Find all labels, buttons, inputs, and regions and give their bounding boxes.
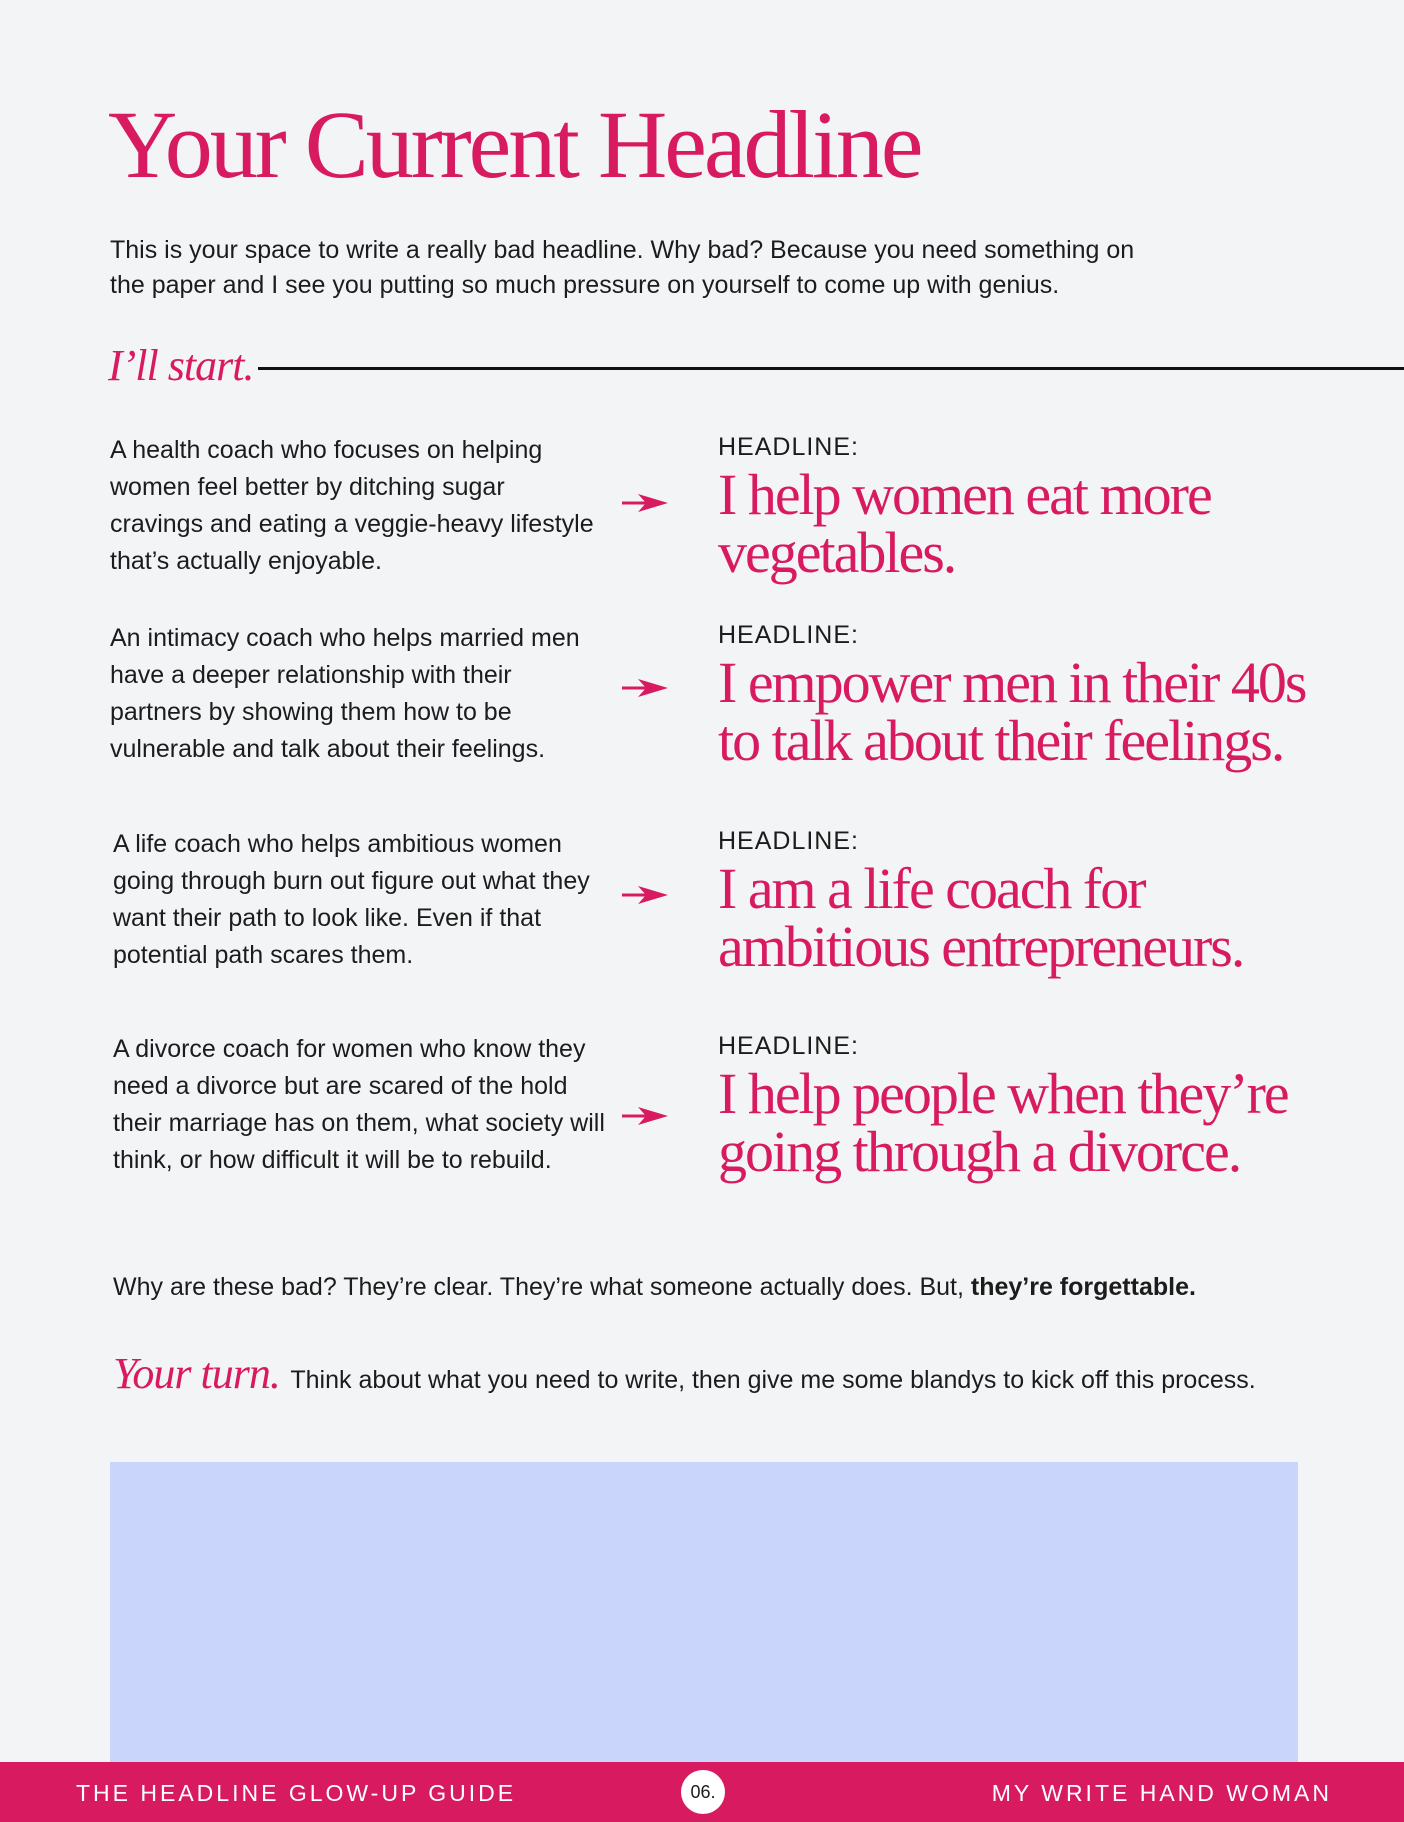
intro-text: This is your space to write a really bad headline. Why bad? Because you need something on the paper and I see you putting so much pressure on yourself to come up with genius. [110,236,1135,299]
arrow-right-icon [620,492,670,514]
divider-line [258,367,1404,370]
headline-text: I help people when they’re going through a divorce. [718,1061,1288,1184]
example-description: A divorce coach for women who know they need a divorce but are scared of the hold their marriage has on them, what society will think, or how difficult it will be to rebuild. [113,1035,605,1174]
your-turn-label: Your turn. [113,1349,280,1398]
headline-block [718,1031,1338,1184]
why-bad-regular: Why are these bad? They’re clear. They’re what someone actually does. But, [113,1273,971,1301]
why-bad-text [113,1273,1196,1302]
headline-label: HEADLINE: [718,433,859,461]
headline-block [718,432,1338,585]
footer [0,1762,1404,1822]
example-description: A health coach who focuses on helping women feel better by ditching sugar cravings and eating a veggie-heavy lifestyle that’s actually enjoyable. [110,436,594,575]
page-number: 06. [681,1770,725,1814]
headline-label: HEADLINE: [718,1032,859,1060]
arrow-right-icon [620,1105,670,1127]
why-bad-bold: they’re forgettable. [970,1273,1196,1301]
arrow-right-icon [620,677,670,699]
footer-brand: MY WRITE HAND WOMAN [991,1780,1332,1806]
example-description: An intimacy coach who helps married men have a deeper relationship with their partners by showing them how to be vulnerable and talk about their feelings. [110,624,580,763]
headline-block [718,620,1338,773]
headline-text: I am a life coach for ambitious entrepreneurs. [718,856,1244,979]
arrow-right-icon [620,884,670,906]
your-turn-text: Think about what you need to write, then give me some blandys to kick off this process. [290,1366,1256,1394]
headline-writing-area[interactable] [110,1462,1298,1762]
start-label: I’ll start. [108,341,254,390]
headline-label: HEADLINE: [718,621,859,649]
footer-guide-title: THE HEADLINE GLOW-UP GUIDE [76,1780,517,1806]
headline-text: I empower men in their 40s to talk about their feelings. [718,650,1306,773]
example-description: A life coach who helps ambitious women going through burn out figure out what they want their path to look like. Even if that potential path scares them. [113,830,590,969]
headline-text: I help women eat more vegetables. [718,462,1211,585]
start-section-header [108,340,1404,390]
your-turn-row [113,1348,1256,1399]
headline-label: HEADLINE: [718,827,859,855]
headline-block [718,826,1338,979]
page-title: Your Current Headline [108,91,921,198]
